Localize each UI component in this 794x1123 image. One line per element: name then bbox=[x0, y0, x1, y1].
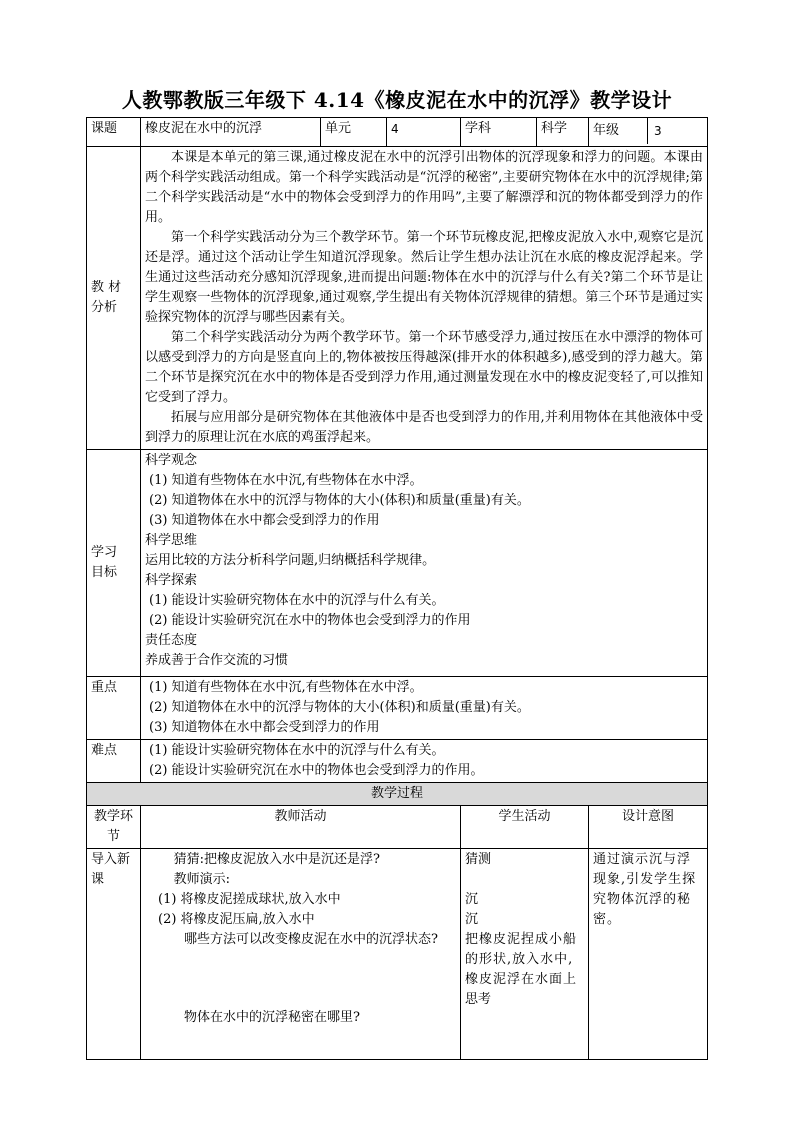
teacher-activity-cell bbox=[141, 849, 461, 1060]
info-row bbox=[87, 118, 708, 147]
student-activity-cell bbox=[461, 849, 589, 1060]
teacher-line: (2) 将橡皮泥压扁,放入水中 bbox=[158, 912, 315, 927]
key-points-label: 重点 bbox=[87, 677, 141, 740]
analysis-paragraph: 拓展与应用部分是研究物体在其他液体中是否也受到浮力的作用,并利用物体在其他液体中受到浮力的原理让沉在水底的鸡蛋浮起来。 bbox=[145, 410, 704, 445]
objective-item: (3) 知道物体在水中都会受到浮力的作用 bbox=[149, 513, 380, 528]
header-intent: 设计意图 bbox=[589, 806, 708, 849]
difficulties-row bbox=[87, 740, 708, 783]
process-header-row bbox=[87, 806, 708, 849]
objectives-label: 学习 目标 bbox=[87, 450, 141, 677]
objective-item: (1) 知道有些物体在水中沉,有些物体在水中浮。 bbox=[149, 473, 423, 488]
teacher-line: 教师演示: bbox=[173, 872, 230, 887]
intent-cell: 通过演示沉与浮现象,引发学生探究物体沉浮的秘密。 bbox=[589, 849, 708, 1060]
analysis-label: 教 材 分析 bbox=[87, 147, 141, 450]
grade-label: 年级 bbox=[589, 118, 648, 144]
difficulty-item: (1) 能设计实验研究物体在水中的沉浮与什么有关。 bbox=[149, 743, 445, 758]
objective-item: 养成善于合作交流的习惯 bbox=[145, 653, 289, 668]
objective-item: (2) 能设计实验研究沉在水中的物体也会受到浮力的作用 bbox=[149, 613, 471, 628]
analysis-paragraph: 第一个科学实践活动分为三个教学环节。第一个环节玩橡皮泥,把橡皮泥放入水中,观察它是沉还是浮。通过这个活动让学生知道沉浮现象。然后让学生想办法让沉在水底的橡皮泥浮起来。学生通过这些活动充分感知沉浮现象,进而提出问题:物体在水中的沉浮与什么有关?第二个环节是让学生观察一些物体的沉浮现象,通过观察,学生提出有关物体沉浮规律的猜想。第三个环节是通过实验探究物体的沉浮与哪些因素有关。 bbox=[145, 230, 704, 325]
difficulties-content bbox=[141, 740, 708, 783]
grade-value: 3 bbox=[654, 124, 662, 138]
course-label: 课题 bbox=[87, 118, 141, 147]
key-point-item: (1) 知道有些物体在水中沉,有些物体在水中浮。 bbox=[149, 680, 423, 695]
objective-heading: 科学观念 bbox=[145, 453, 198, 468]
difficulties-label: 难点 bbox=[87, 740, 141, 783]
objectives-content bbox=[141, 450, 708, 677]
subject-label: 学科 bbox=[461, 118, 537, 147]
analysis-paragraph: 第二个科学实践活动分为两个教学环节。第一个环节感受浮力,通过按压在水中漂浮的物体可以感受到浮力的方向是竖直向上的,物体被按压得越深(排开水的体积越多),感受到的浮力越大。第二个环节是探究沉在水中的物体是否受到浮力作用,通过测量发现在水中的橡皮泥变轻了,可以推知它受到了浮力。 bbox=[145, 330, 704, 405]
objective-item: 运用比较的方法分析科学问题,归纳概括科学规律。 bbox=[145, 553, 436, 568]
student-line: 把橡皮泥捏成小船的形状,放入水中,橡皮泥浮在水面上 bbox=[465, 932, 578, 987]
key-point-item: (3) 知道物体在水中都会受到浮力的作用 bbox=[149, 720, 380, 735]
student-line: 思考 bbox=[465, 992, 492, 1007]
process-row bbox=[87, 849, 708, 1060]
objective-heading: 科学思维 bbox=[145, 533, 198, 548]
key-points-row bbox=[87, 677, 708, 740]
difficulty-item: (2) 能设计实验研究沉在水中的物体也会受到浮力的作用。 bbox=[149, 763, 484, 778]
teacher-line: 物体在水中的沉浮秘密在哪里? bbox=[184, 1010, 360, 1025]
subject-value: 科学 bbox=[537, 118, 589, 147]
unit-value: 4 bbox=[387, 118, 461, 147]
process-section-title: 教学过程 bbox=[87, 783, 708, 806]
student-line: 沉 bbox=[465, 912, 479, 927]
teacher-line: 猜猜:把橡皮泥放入水中是沉还是浮? bbox=[173, 852, 380, 867]
analysis-row bbox=[87, 147, 708, 450]
objective-item: (2) 知道物体在水中的沉浮与物体的大小(体积)和质量(重量)有关。 bbox=[149, 493, 530, 508]
objectives-row bbox=[87, 450, 708, 677]
student-line: 猜测 bbox=[465, 852, 492, 867]
lesson-plan-table bbox=[86, 117, 708, 1060]
objective-item: (1) 能设计实验研究物体在水中的沉浮与什么有关。 bbox=[149, 593, 445, 608]
teacher-line: 哪些方法可以改变橡皮泥在水中的沉浮状态? bbox=[184, 932, 438, 947]
course-value: 橡皮泥在水中的沉浮 bbox=[141, 118, 321, 147]
key-point-item: (2) 知道物体在水中的沉浮与物体的大小(体积)和质量(重量)有关。 bbox=[149, 700, 530, 715]
analysis-paragraph: 本课是本单元的第三课,通过橡皮泥在水中的沉浮引出物体的沉浮现象和浮力的问题。本课由两个科学实践活动组成。第一个科学实践活动是“沉浮的秘密”,主要研究物体在水中的沉浮规律;第二个科学实践活动是“水中的物体会受到浮力的作用吗”,主要了解漂浮和沉的物体都受到浮力的作用。 bbox=[145, 150, 704, 225]
objective-heading: 科学探索 bbox=[145, 573, 198, 588]
header-student: 学生活动 bbox=[461, 806, 589, 849]
process-section-bar bbox=[87, 783, 708, 806]
stage-cell: 导入新课 bbox=[87, 849, 141, 1060]
student-line: 沉 bbox=[465, 892, 479, 907]
analysis-content bbox=[141, 147, 708, 450]
objective-heading: 责任态度 bbox=[145, 633, 198, 648]
unit-label: 单元 bbox=[321, 118, 387, 147]
header-stage: 教学环节 bbox=[87, 806, 141, 849]
page-title: 人教鄂教版三年级下 4.14《橡皮泥在水中的沉浮》教学设计 bbox=[121, 88, 673, 112]
teacher-line: (1) 将橡皮泥搓成球状,放入水中 bbox=[158, 892, 341, 907]
key-points-content bbox=[141, 677, 708, 740]
header-teacher: 教师活动 bbox=[141, 806, 461, 849]
